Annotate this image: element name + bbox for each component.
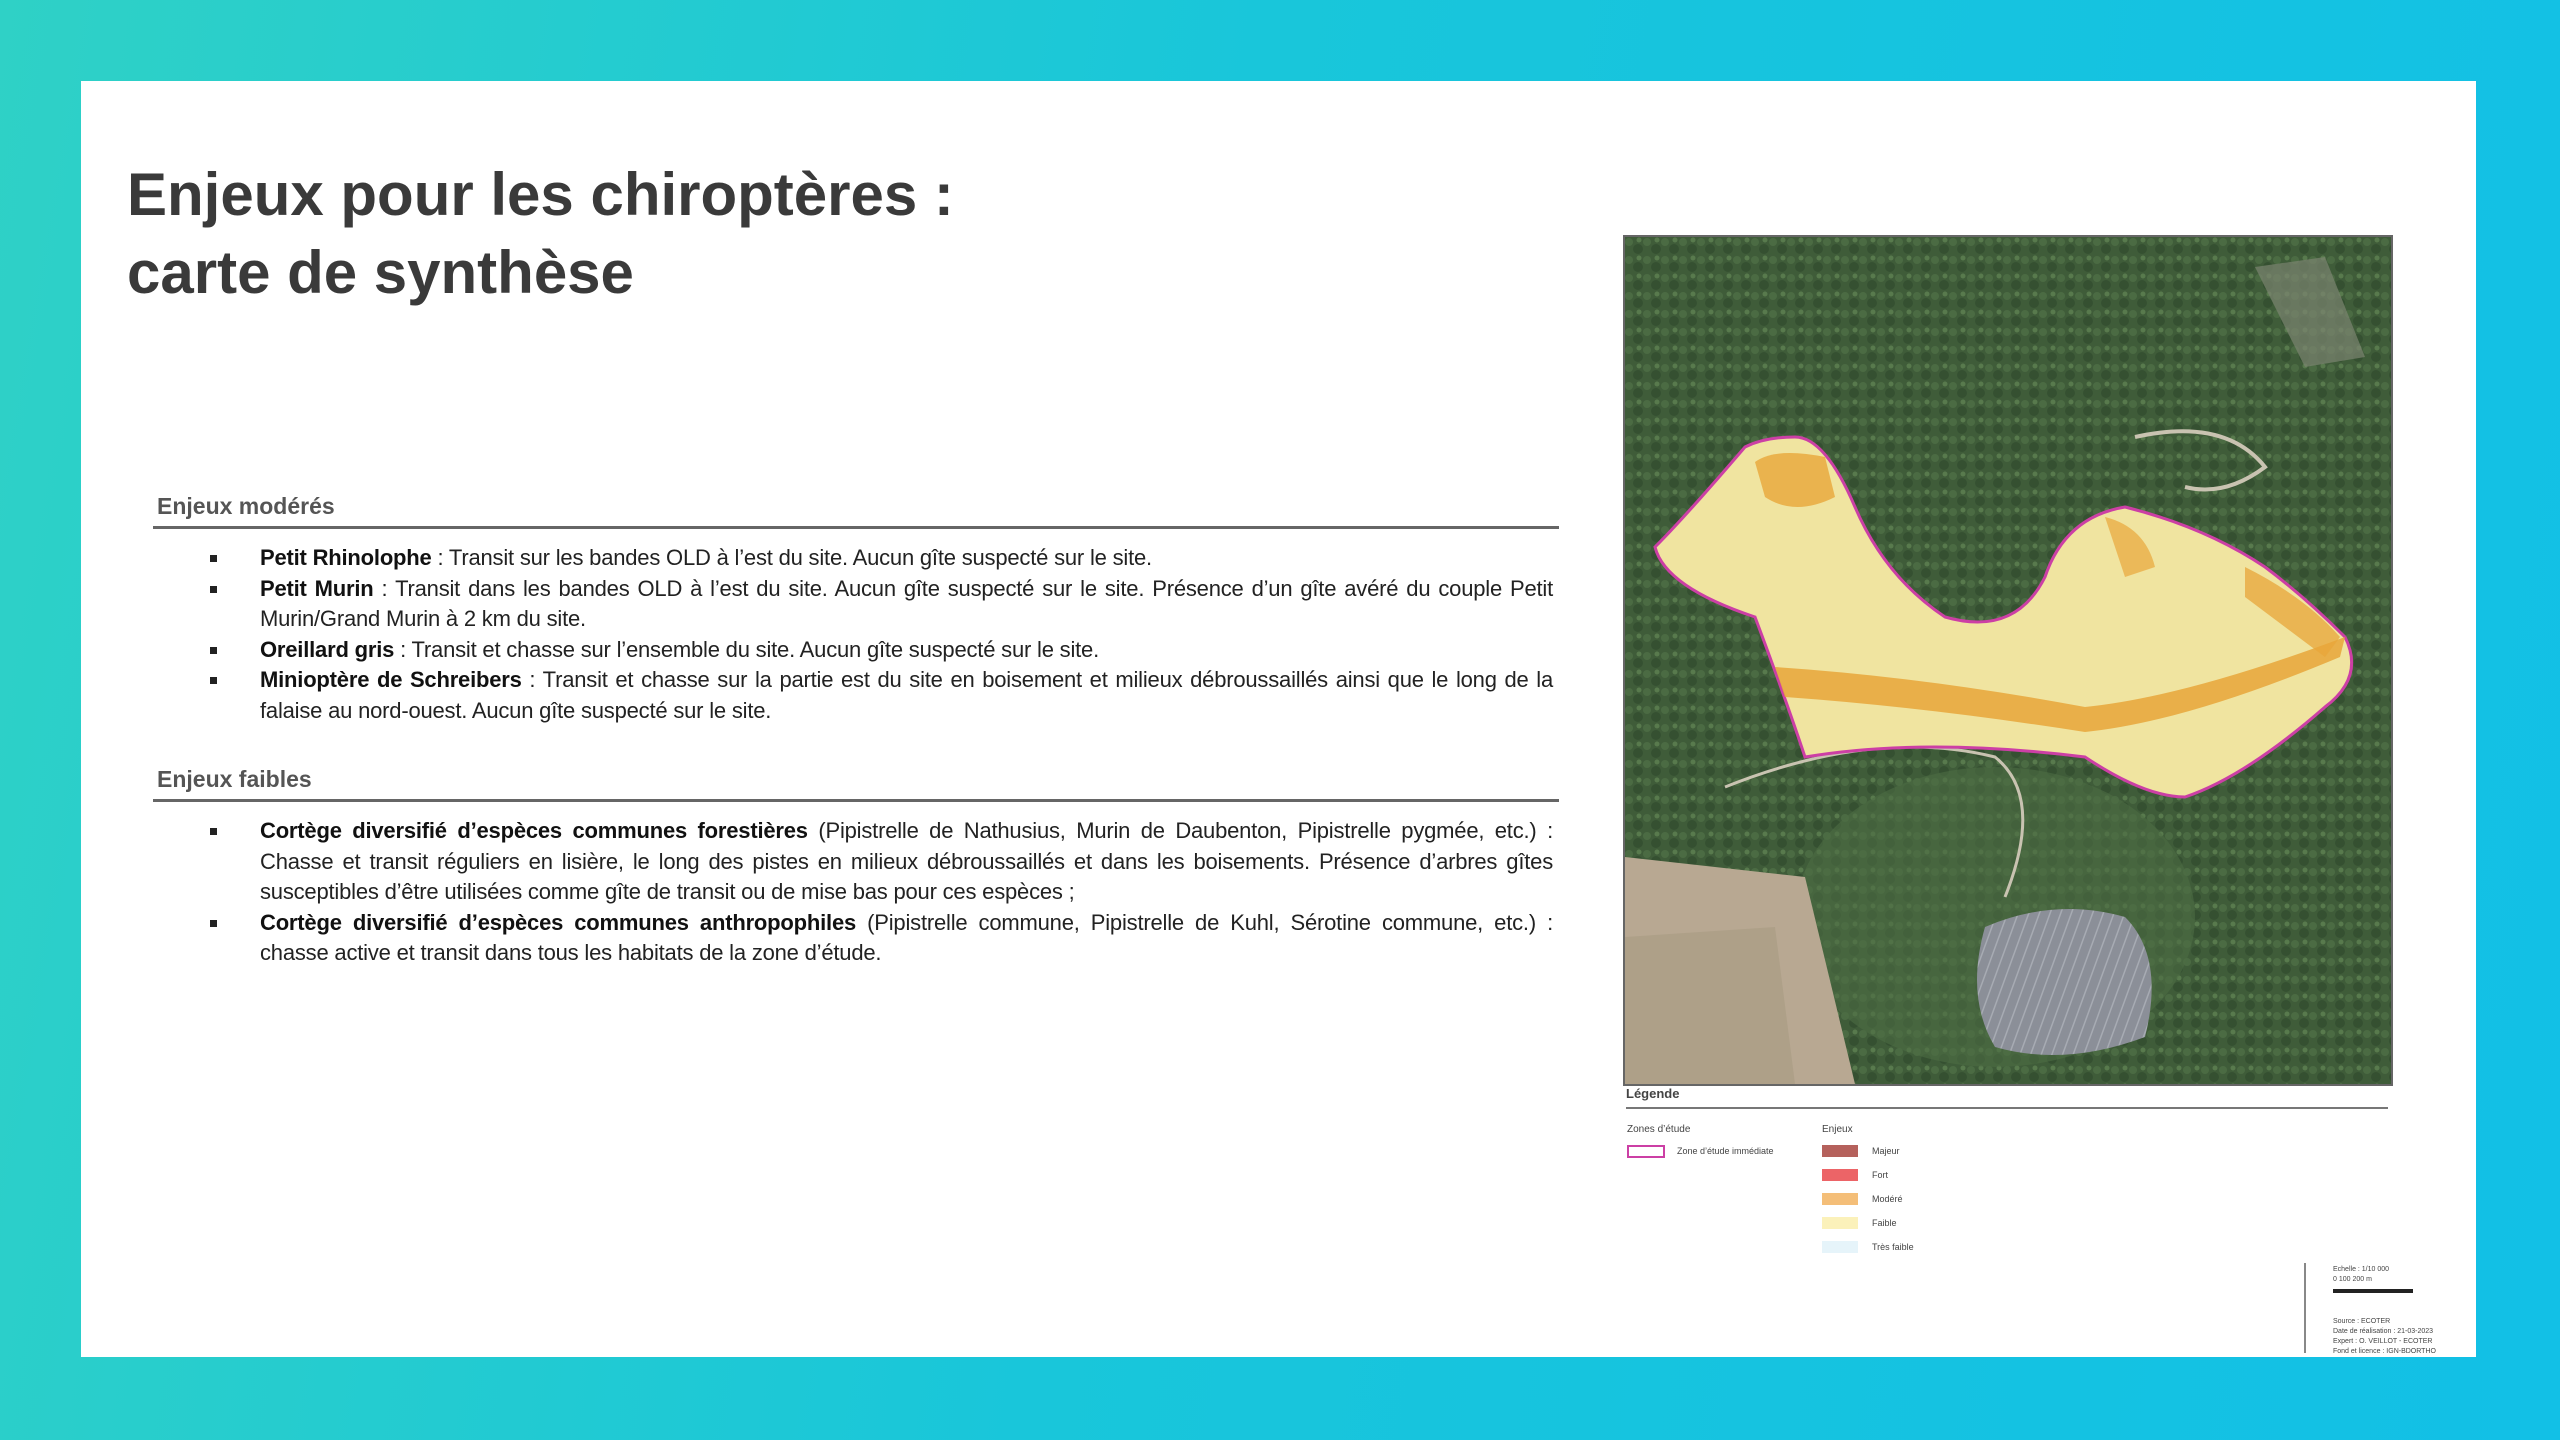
bullet-list xyxy=(153,543,1559,726)
map-panel xyxy=(1618,151,2478,1355)
scale-label: Echelle : 1/10 000 xyxy=(2333,1266,2390,1273)
legend-enjeux xyxy=(1822,1124,2022,1259)
legend-label: Faible xyxy=(1872,1218,1897,1228)
species-text: : Transit et chasse sur l’ensemble du site. Aucun gîte suspecté sur le site. xyxy=(394,636,1100,662)
section-heading: Enjeux modérés xyxy=(153,493,1559,529)
list-item xyxy=(153,816,1559,908)
legend-title: Légende xyxy=(1626,1086,2388,1109)
page-title xyxy=(127,156,1127,312)
scale-ticks: 0 100 200 m xyxy=(2333,1276,2372,1283)
color-swatch xyxy=(1822,1145,1858,1157)
section-heading: Enjeux faibles xyxy=(153,766,1559,802)
species-text: : Transit sur les bandes OLD à l’est du site. Aucun gîte suspecté sur le site. xyxy=(431,545,1152,570)
section-enjeux-moderes xyxy=(153,493,1559,726)
color-swatch xyxy=(1822,1169,1858,1181)
legend-row-fort xyxy=(1822,1163,2022,1187)
color-swatch xyxy=(1822,1241,1858,1253)
legend-zones xyxy=(1627,1124,1827,1163)
legend-label: Majeur xyxy=(1872,1146,1900,1156)
species-name: Oreillard gris xyxy=(260,636,395,662)
title-line-1: Enjeux pour les chiroptères : xyxy=(127,161,954,228)
list-item xyxy=(153,635,1559,666)
color-swatch xyxy=(1822,1193,1858,1205)
species-text: : Transit dans les bandes OLD à l’est du site. Aucun gîte suspecté sur le site. Présence d’un gîte avéré du couple Petit Murin/Grand Murin à 2 km du site. xyxy=(260,575,1554,631)
source-line: Fond et licence : IGN-BDORTHO xyxy=(2333,1348,2436,1355)
source-line: Source : ECOTER xyxy=(2333,1318,2391,1325)
source-line: Expert : O. VEILLOT - ECOTER xyxy=(2333,1338,2433,1345)
species-name: Cortège diversifié d’espèces communes forestières xyxy=(260,818,808,843)
legend-row-majeur xyxy=(1822,1139,2022,1163)
legend-label: Très faible xyxy=(1872,1242,1914,1252)
species-name: Petit Murin xyxy=(260,575,374,601)
list-item xyxy=(153,543,1559,574)
zone-label: Zone d’étude immédiate xyxy=(1677,1146,1774,1156)
zone-swatch xyxy=(1627,1145,1665,1158)
species-text: (Pipistrelle commune, Pipistrelle de Kuhl, Sérotine commune, etc.) : chasse active et transit dans tous les habitats de la zone d’étude. xyxy=(260,909,1553,965)
species-name: Cortège diversifié d’espèces communes anthropophiles xyxy=(260,909,857,935)
species-name: Petit Rhinolophe xyxy=(260,545,432,570)
slide xyxy=(81,81,2476,1357)
species-text: (Pipistrelle de Nathusius, Murin de Daubenton, Pipistrelle pygmée, etc.) : Chasse et transit réguliers en lisière, le long des pistes en milieux débroussaillés et dans les boisements. Présence d’arbres gîtes susceptibles d’être utilisées comme gîte de transit ou de mise bas pour ces espèces ; xyxy=(260,818,1553,904)
section-enjeux-faibles xyxy=(153,766,1559,969)
legend-row-tres-faible xyxy=(1822,1235,2022,1259)
list-item xyxy=(153,574,1559,635)
map-image xyxy=(1625,237,2391,1084)
species-name: Minioptère de Schreibers xyxy=(260,667,522,692)
bullet-list xyxy=(153,816,1559,969)
list-item xyxy=(153,908,1559,969)
legend-label: Modéré xyxy=(1872,1194,1903,1204)
title-line-2: carte de synthèse xyxy=(127,239,634,306)
color-swatch xyxy=(1822,1217,1858,1229)
scale-bar-line xyxy=(2333,1289,2413,1293)
legend-row-faible xyxy=(1822,1211,2022,1235)
aerial-map xyxy=(1623,235,2393,1086)
north-arrow-icon xyxy=(2304,1263,2314,1353)
scale-bar xyxy=(2333,1265,2453,1293)
legend-enjeux-heading: Enjeux xyxy=(1822,1124,1853,1135)
species-text: : Transit et chasse sur la partie est du site en boisement et milieux débroussaillés ainsi que le long de la falaise au nord-ouest. Aucun gîte suspecté sur le site. xyxy=(260,667,1553,723)
legend-row-modere xyxy=(1822,1187,2022,1211)
source-block xyxy=(2333,1317,2453,1357)
legend-zones-heading: Zones d’étude xyxy=(1627,1124,1691,1135)
source-line: Date de réalisation : 21-03-2023 xyxy=(2333,1328,2434,1335)
legend-label: Fort xyxy=(1872,1170,1889,1180)
list-item xyxy=(153,665,1559,726)
legend-zone-row xyxy=(1627,1139,1827,1163)
